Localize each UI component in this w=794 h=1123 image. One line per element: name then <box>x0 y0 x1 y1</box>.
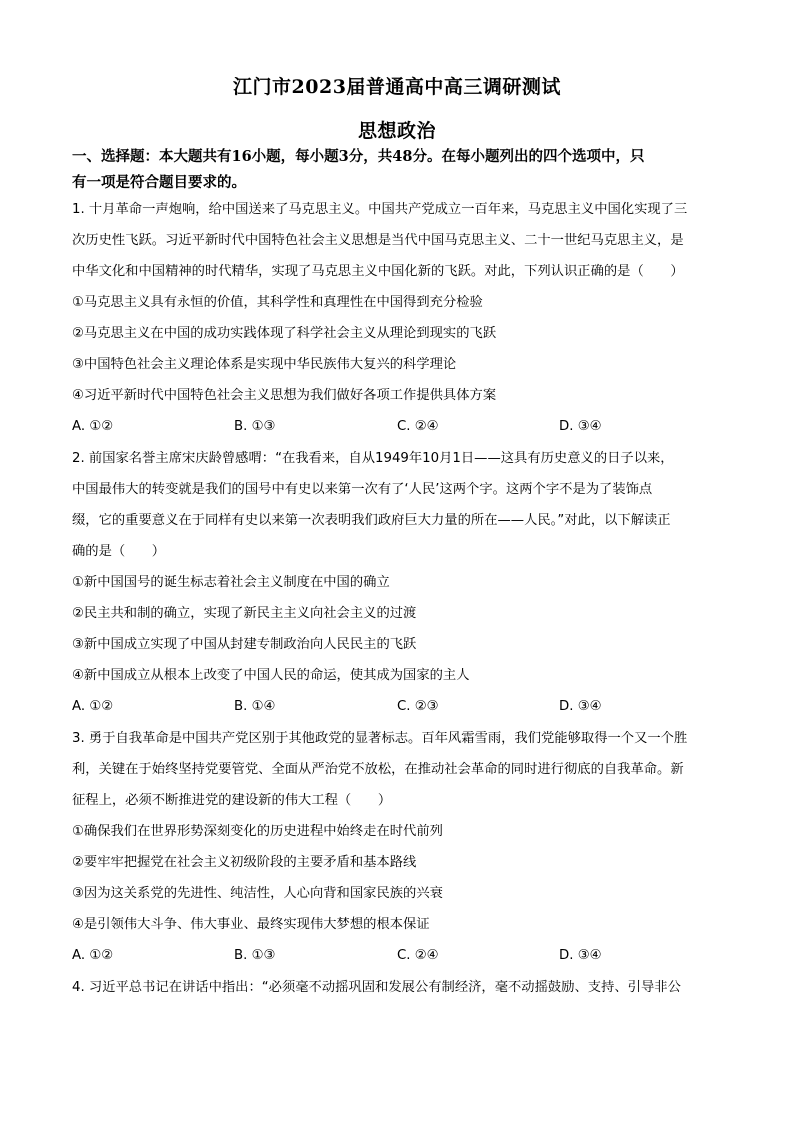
question-3-statement: ①确保我们在世界形势深刻变化的历史进程中始终走在时代前列 <box>72 824 443 839</box>
subject-title: 思想政治 <box>357 120 436 142</box>
question-3-statement: ②要牢牢把握党在社会主义初级阶段的主要矛盾和基本路线 <box>72 855 417 870</box>
question-1-stem: 中华文化和中国精神的时代精华，实现了马克思主义中国化新的飞跃。对此，下列认识正确的是（ ） <box>72 264 684 279</box>
section-heading <box>72 144 722 196</box>
option-c: C. ②③ <box>397 699 439 714</box>
question-1-statement: ④习近平新时代中国特色社会主义思想为我们做好各项工作提供具体方案 <box>72 388 497 403</box>
question-2-stem: 确的是（ ） <box>72 544 166 559</box>
question-2-options <box>72 698 722 716</box>
question-2-statement: ④新中国成立从根本上改变了中国人民的命运，使其成为国家的主人 <box>72 668 470 683</box>
question-2-stem: 缀，它的重要意义在于同样有史以来第一次表明我们政府巨大力量的所在——人民。”对此，以下解读正 <box>72 513 671 528</box>
question-3-options <box>72 947 722 965</box>
question-3-stem: 3. 勇于自我革命是中国共产党区别于其他政党的显著标志。百年风霜雪雨，我们党能够取得一个又一个胜 <box>72 731 688 746</box>
option-a: A. ①② <box>72 948 114 963</box>
exam-title: 江门市2023届普通高中高三调研测试 <box>233 76 561 98</box>
question-4-stem: 4. 习近平总书记在讲话中指出：“必须毫不动摇巩固和发展公有制经济，毫不动摇鼓励、支持、引导非公 <box>72 980 681 995</box>
question-1-statement: ①马克思主义具有永恒的价值，其科学性和真理性在中国得到充分检验 <box>72 295 483 310</box>
question-2-statement: ①新中国国号的诞生标志着社会主义制度在中国的确立 <box>72 575 390 590</box>
option-a: A. ①② <box>72 699 114 714</box>
question-2-stem: 中国最伟大的转变就是我们的国号中有史以来第一次有了‘人民’这两个字。这两个字不是为了装饰点 <box>72 482 653 497</box>
question-3-stem: 利，关键在于始终坚持党要管党、全面从严治党不放松，在推动社会革命的同时进行彻底的自我革命。新 <box>72 762 684 777</box>
question-1-stem: 次历史性飞跃。习近平新时代中国特色社会主义思想是当代中国马克思主义、二十一世纪马克思主义，是 <box>72 233 684 248</box>
option-a: A. ①② <box>72 419 114 434</box>
option-d: D. ③④ <box>559 419 602 434</box>
option-c: C. ②④ <box>397 948 439 963</box>
question-2-statement: ③新中国成立实现了中国从封建专制政治向人民民主的飞跃 <box>72 637 417 652</box>
option-c: C. ②④ <box>397 419 439 434</box>
question-3-statement: ④是引领伟大斗争、伟大事业、最终实现伟大梦想的根本保证 <box>72 917 430 932</box>
question-2-stem: 2. 前国家名誉主席宋庆龄曾感喟：“在我看来，自从1949年10月1日——这具有历史意义的日子以来， <box>72 451 674 466</box>
question-1-options <box>72 418 722 436</box>
question-1-stem: 1. 十月革命一声炮响，给中国送来了马克思主义。中国共产党成立一百年来，马克思主义中国化实现了三 <box>72 202 688 217</box>
option-d: D. ③④ <box>559 948 602 963</box>
question-1-statement: ③中国特色社会主义理论体系是实现中华民族伟大复兴的科学理论 <box>72 357 457 372</box>
question-3-statement: ③因为这关系党的先进性、纯洁性，人心向背和国家民族的兴衰 <box>72 886 443 901</box>
section-heading-line: 有一项是符合题目要求的。 <box>72 174 246 191</box>
option-b: B. ①③ <box>234 948 276 963</box>
question-1-statement: ②马克思主义在中国的成功实践体现了科学社会主义从理论到现实的飞跃 <box>72 326 497 341</box>
option-d: D. ③④ <box>559 699 602 714</box>
option-b: B. ①④ <box>234 699 276 714</box>
question-2-statement: ②民主共和制的确立，实现了新民主主义向社会主义的过渡 <box>72 606 417 621</box>
question-3-stem: 征程上，必须不断推进党的建设新的伟大工程（ ） <box>72 793 392 808</box>
section-heading-line: 一、选择题：本大题共有16小题，每小题3分，共48分。在每小题列出的四个选项中，只 <box>72 148 645 165</box>
option-b: B. ①③ <box>234 419 276 434</box>
